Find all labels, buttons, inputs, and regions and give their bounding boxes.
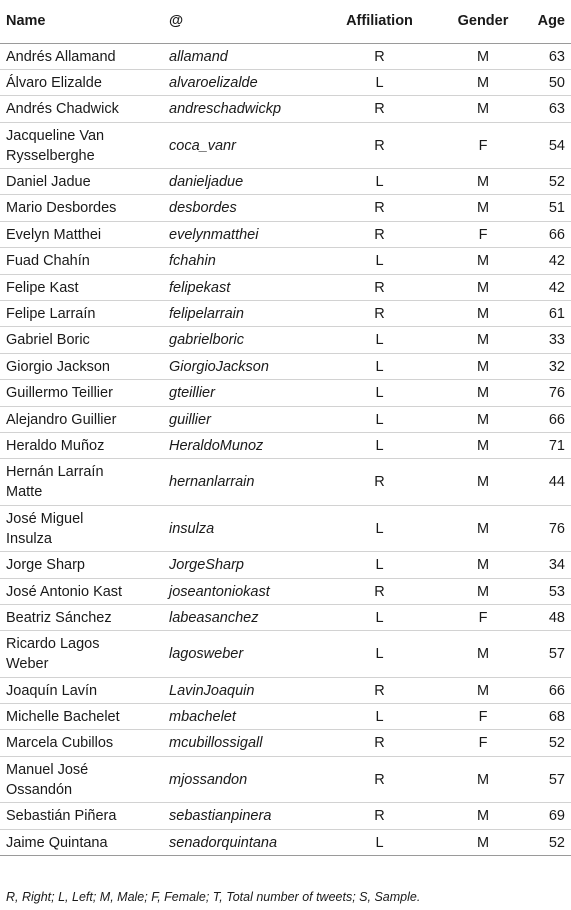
cell-handle: felipelarrain [169, 306, 244, 323]
table-row [0, 803, 571, 829]
cell-affiliation: R [374, 474, 385, 491]
cell-gender: M [476, 520, 490, 537]
cell-name-line: Giorgio Jackson [6, 358, 110, 375]
table-row [0, 578, 571, 604]
cell-name [0, 459, 169, 505]
cell-affiliation: L [375, 385, 384, 402]
cell-handle: danieljadue [169, 174, 244, 191]
cell-age: 57 [548, 646, 565, 663]
cell-handle: mcubillossigall [169, 735, 263, 752]
cell-name-line: Jaime Quintana [6, 834, 108, 851]
table-row [0, 730, 571, 756]
table-row [0, 604, 571, 630]
cell-age: 44 [548, 474, 565, 491]
cell-age: 76 [548, 385, 565, 402]
table-row [0, 301, 571, 327]
cell-affiliation: L [375, 437, 384, 454]
cell-handle: mbachelet [169, 709, 236, 726]
cell-age: 52 [548, 174, 565, 191]
cell-handle: senadorquintana [169, 834, 278, 851]
cell-name [0, 353, 169, 379]
table-row [0, 756, 571, 802]
cell-handle: desbordes [169, 200, 237, 217]
table-row [0, 829, 571, 855]
cell-name [0, 380, 169, 406]
cell-name-line: Felipe Larraín [6, 306, 96, 323]
cell-gender: M [476, 332, 490, 349]
cell-age: 68 [548, 709, 565, 726]
cell-affiliation: R [374, 279, 385, 296]
cell-age: 52 [548, 735, 565, 752]
cell-name [0, 677, 169, 703]
cell-name [0, 122, 169, 168]
cell-age: 52 [548, 834, 565, 851]
cell-gender: M [476, 358, 490, 375]
cell-name-line: Matte [6, 484, 43, 501]
table-header [0, 0, 571, 43]
table-row [0, 69, 571, 95]
cell-age: 61 [548, 306, 565, 323]
cell-handle: coca_vanr [169, 137, 236, 154]
cell-name [0, 552, 169, 578]
cell-name [0, 704, 169, 730]
cell-handle: sebastianpinera [169, 808, 272, 825]
cell-handle: evelynmatthei [169, 226, 259, 243]
table-row [0, 274, 571, 300]
cell-age: 50 [548, 74, 565, 91]
cell-handle: gteillier [169, 385, 215, 402]
cell-name-line: Álvaro Elizalde [6, 74, 102, 91]
cell-age: 53 [548, 583, 565, 600]
header-age: Age [529, 0, 571, 43]
cell-name [0, 327, 169, 353]
cell-handle: allamand [169, 48, 228, 65]
cell-age: 42 [548, 279, 565, 296]
cell-gender: M [476, 474, 490, 491]
cell-handle: insulza [169, 520, 215, 537]
cell-gender: M [476, 200, 490, 217]
cell-handle: felipekast [169, 279, 231, 296]
header-name: Name [0, 0, 169, 43]
cell-age: 54 [548, 137, 565, 154]
cell-age: 51 [548, 200, 565, 217]
cell-name [0, 301, 169, 327]
table-row [0, 327, 571, 353]
cell-age: 32 [548, 358, 565, 375]
cell-name-line: Sebastián Piñera [6, 808, 117, 825]
cell-handle: joseantoniokast [169, 583, 270, 600]
cell-affiliation: R [374, 306, 385, 323]
cell-gender: F [478, 137, 488, 154]
table-row [0, 380, 571, 406]
cell-gender: M [476, 583, 490, 600]
cell-handle: gabrielboric [169, 332, 244, 349]
cell-handle: LavinJoaquin [169, 682, 255, 699]
cell-name [0, 274, 169, 300]
table-row [0, 43, 571, 69]
cell-name-line: Jacqueline Van [6, 127, 105, 144]
table-row [0, 505, 571, 551]
cell-gender: M [476, 48, 490, 65]
table-body [0, 43, 571, 856]
cell-name [0, 406, 169, 432]
cell-handle: guillier [169, 411, 211, 428]
cell-gender: M [476, 385, 490, 402]
table-row [0, 353, 571, 379]
cell-name [0, 69, 169, 95]
table-row [0, 552, 571, 578]
cell-affiliation: R [374, 226, 385, 243]
cell-name [0, 604, 169, 630]
cell-name [0, 730, 169, 756]
cell-gender: M [476, 279, 490, 296]
cell-name [0, 631, 169, 677]
cell-affiliation: L [375, 520, 384, 537]
cell-name [0, 169, 169, 195]
table-row [0, 406, 571, 432]
cell-name-line: Gabriel Boric [6, 332, 90, 349]
cell-affiliation: L [375, 74, 384, 91]
cell-gender: F [478, 609, 488, 626]
header-affiliation: Affiliation [322, 0, 437, 43]
cell-gender: F [478, 226, 488, 243]
cell-affiliation: R [374, 808, 385, 825]
cell-name [0, 432, 169, 458]
cell-gender: M [476, 808, 490, 825]
cell-name-line: Ricardo Lagos [6, 636, 100, 653]
cell-affiliation: L [375, 557, 384, 574]
cell-affiliation: L [375, 411, 384, 428]
cell-name [0, 829, 169, 855]
cell-name-line: Manuel José [6, 761, 89, 778]
cell-gender: M [476, 101, 490, 118]
table-row [0, 221, 571, 247]
cell-gender: M [476, 74, 490, 91]
table-row [0, 169, 571, 195]
cell-affiliation: R [374, 583, 385, 600]
cell-gender: M [476, 771, 490, 788]
cell-name [0, 803, 169, 829]
cell-name-line: Daniel Jadue [6, 174, 91, 191]
cell-name [0, 195, 169, 221]
cell-name-line: Beatriz Sánchez [6, 609, 112, 626]
cell-gender: M [476, 174, 490, 191]
table-row [0, 432, 571, 458]
cell-name-line: Fuad Chahín [6, 253, 90, 270]
cell-affiliation: R [374, 200, 385, 217]
cell-gender: M [476, 646, 490, 663]
cell-name-line: Marcela Cubillos [6, 735, 114, 752]
cell-affiliation: L [375, 358, 384, 375]
cell-name [0, 43, 169, 69]
cell-name-line: Hernán Larraín [6, 464, 104, 481]
cell-name-line: Jorge Sharp [6, 557, 85, 574]
cell-age: 66 [548, 226, 565, 243]
cell-affiliation: R [374, 682, 385, 699]
cell-affiliation: L [375, 709, 384, 726]
cell-age: 76 [548, 520, 565, 537]
header-row [0, 0, 571, 43]
cell-gender: M [476, 834, 490, 851]
cell-name-line: Rysselberghe [6, 147, 95, 164]
cell-gender: M [476, 437, 490, 454]
cell-affiliation: L [375, 609, 384, 626]
header-handle: @ [169, 0, 322, 43]
cell-handle: hernanlarrain [169, 474, 255, 491]
cell-age: 66 [548, 411, 565, 428]
table-row [0, 195, 571, 221]
cell-gender: F [478, 735, 488, 752]
cell-affiliation: R [374, 48, 385, 65]
cell-gender: M [476, 253, 490, 270]
cell-handle: GiorgioJackson [169, 358, 269, 375]
cell-gender: F [478, 709, 488, 726]
cell-name-line: Evelyn Matthei [6, 226, 102, 243]
cell-age: 63 [548, 48, 565, 65]
cell-name [0, 578, 169, 604]
cell-name [0, 505, 169, 551]
table-row [0, 704, 571, 730]
cell-age: 71 [548, 437, 565, 454]
cell-name [0, 96, 169, 122]
cell-name [0, 221, 169, 247]
cell-name-line: Joaquín Lavín [6, 682, 98, 699]
cell-affiliation: L [375, 834, 384, 851]
table-row [0, 677, 571, 703]
table-footnote: R, Right; L, Left; M, Male; F, Female; T, Total number of tweets; S, Sample. [6, 890, 421, 904]
cell-age: 34 [548, 557, 565, 574]
cell-age: 33 [548, 332, 565, 349]
cell-name-line: Heraldo Muñoz [6, 437, 105, 454]
cell-name [0, 248, 169, 274]
cell-age: 42 [548, 253, 565, 270]
cell-affiliation: R [374, 101, 385, 118]
cell-affiliation: L [375, 646, 384, 663]
header-gender: Gender [437, 0, 529, 43]
cell-handle: alvaroelizalde [169, 74, 258, 91]
cell-age: 57 [548, 771, 565, 788]
table-row [0, 122, 571, 168]
cell-gender: M [476, 411, 490, 428]
cell-affiliation: L [375, 253, 384, 270]
cell-name-line: Ossandón [6, 781, 73, 798]
cell-name-line: Andrés Allamand [6, 48, 116, 65]
cell-handle: labeasanchez [169, 609, 259, 626]
cell-age: 63 [548, 101, 565, 118]
cell-age: 69 [548, 808, 565, 825]
table-row [0, 459, 571, 505]
cell-name-line: Alejandro Guillier [6, 411, 117, 428]
cell-handle: lagosweber [169, 646, 244, 663]
table-row [0, 248, 571, 274]
cell-handle: andreschadwickp [169, 101, 282, 118]
cell-handle: JorgeSharp [169, 557, 244, 574]
cell-age: 48 [548, 609, 565, 626]
cell-name-line: Guillermo Teillier [6, 385, 113, 402]
cell-affiliation: L [375, 174, 384, 191]
cell-gender: M [476, 557, 490, 574]
cell-name-line: Insulza [6, 530, 52, 547]
cell-name-line: Weber [6, 656, 49, 673]
cell-affiliation: R [374, 735, 385, 752]
cell-name-line: Felipe Kast [6, 279, 79, 296]
cell-name-line: Mario Desbordes [6, 200, 117, 217]
cell-handle: mjossandon [169, 771, 248, 788]
cell-name-line: Andrés Chadwick [6, 101, 119, 118]
cell-name-line: José Antonio Kast [6, 583, 123, 600]
cell-handle: fchahin [169, 253, 216, 270]
cell-name-line: Michelle Bachelet [6, 709, 120, 726]
cell-handle: HeraldoMunoz [169, 437, 264, 454]
cell-gender: M [476, 306, 490, 323]
cell-affiliation: L [375, 332, 384, 349]
table-row [0, 631, 571, 677]
table-row [0, 96, 571, 122]
cell-age: 66 [548, 682, 565, 699]
cell-gender: M [476, 682, 490, 699]
cell-name-line: José Miguel [6, 510, 84, 527]
cell-affiliation: R [374, 771, 385, 788]
cell-name [0, 756, 169, 802]
cell-affiliation: R [374, 137, 385, 154]
